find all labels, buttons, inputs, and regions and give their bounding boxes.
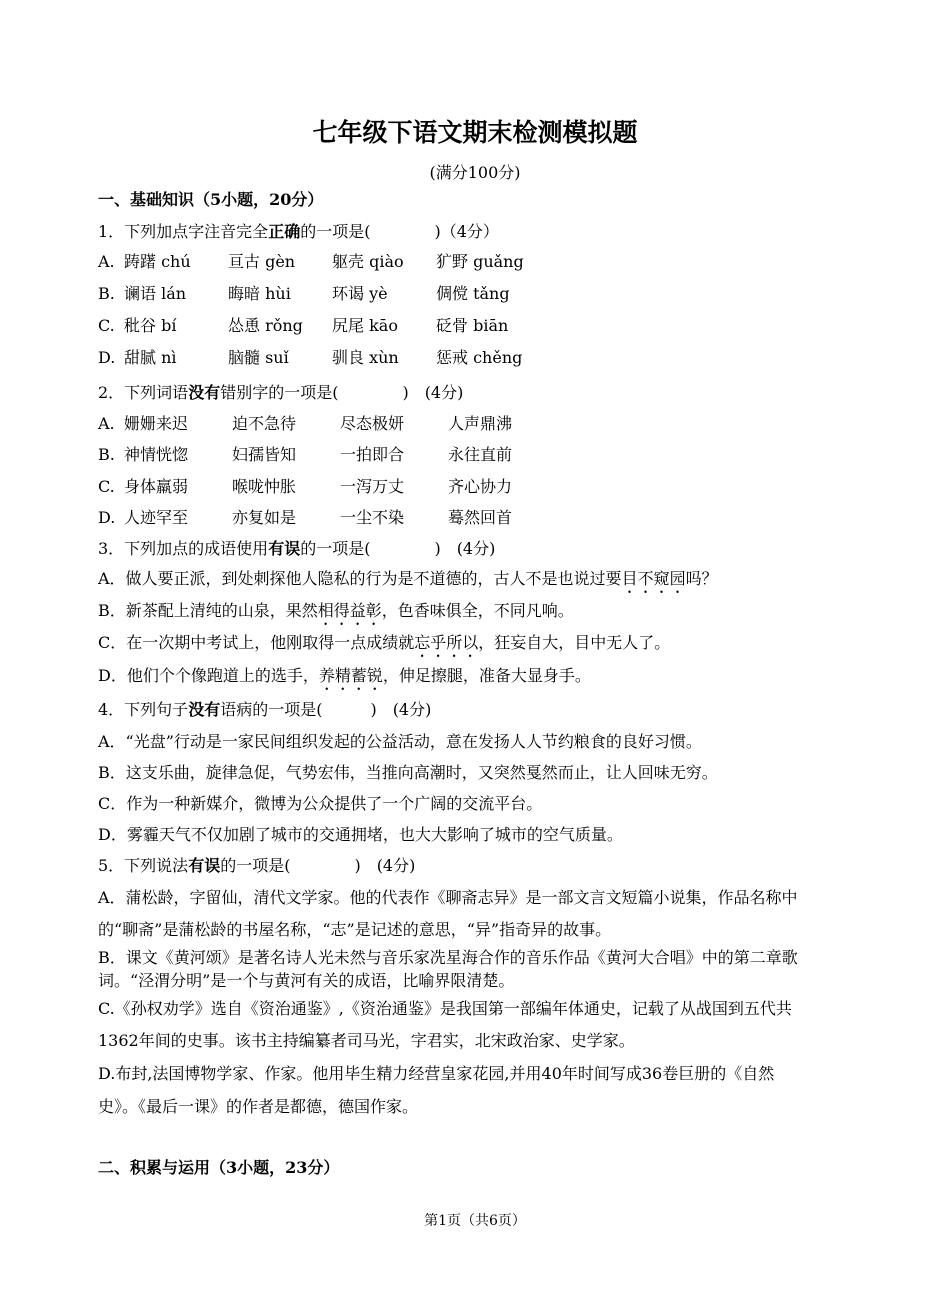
dotted-idiom: 养精蓄锐 <box>318 666 383 685</box>
option-letter: B. <box>98 445 115 464</box>
option-item: 齐心协力 <box>448 477 513 496</box>
option-text: A．做人要正派，到处刺探他人隐私的行为是不道德的，古人不是也说过要 <box>98 569 622 588</box>
option-item: 一泻万丈 <box>340 477 405 496</box>
option-item: 姗姗来迟 <box>124 414 189 433</box>
q4-stem-suffix: 语病的一项是( ) (4分) <box>220 700 432 719</box>
q5-option-b-line1: B．课文《黄河颂》是著名诗人光未然与音乐家冼星海合作的音乐作品《黄河大合唱》中的第二章歌 <box>98 948 798 967</box>
q2-stem-bold: 没有 <box>188 383 221 402</box>
q3-option-a <box>98 569 718 597</box>
q4-stem-prefix: 4．下列句子 <box>98 700 189 719</box>
option-letter: B. <box>98 284 115 303</box>
dotted-idiom: 忘乎所以 <box>414 633 479 652</box>
option-item: 躯壳 qiào <box>332 252 404 271</box>
q5-option-b-line2: 词。“泾渭分明”是一个与黄河有关的成语，比喻界限清楚。 <box>98 971 515 990</box>
document-title: 七年级下语文期末检测模拟题 <box>312 118 638 147</box>
q1-stem-prefix: 1．下列加点字注音完全 <box>98 222 269 241</box>
option-letter: A. <box>98 252 115 271</box>
option-letter: A. <box>98 414 115 433</box>
option-letter: C. <box>98 477 115 496</box>
section1-heading: 一、基础知识（5小题，20分） <box>98 190 324 209</box>
q4-option-c: C．作为一种新媒介，微博为公众提供了一个广阔的交流平台。 <box>98 794 543 813</box>
option-item: 一尘不染 <box>340 508 405 527</box>
q5-option-c-line1: C.《孙权劝学》选自《资治通鉴》,《资治通鉴》是我国第一部编年体通史，记载了从战国到五代共 <box>98 999 792 1018</box>
q1-option-a <box>98 252 524 272</box>
option-item: 蓦然回首 <box>448 508 513 527</box>
q5-stem-bold: 有误 <box>188 856 221 875</box>
option-item: 尻尾 kāo <box>332 316 398 335</box>
option-item: 亦复如是 <box>232 508 297 527</box>
option-item: 迫不急待 <box>232 414 297 433</box>
option-item: 环谒 yè <box>332 284 388 303</box>
option-item: 砭骨 biān <box>436 316 509 335</box>
q1-stem-suffix: 的一项是( )（4分） <box>300 222 499 241</box>
option-text: 吗？ <box>685 569 718 588</box>
q5-option-a-line2: 的“聊斋”是蒲松龄的书屋名称，“志”是记述的意思，“异”指奇异的故事。 <box>98 920 612 939</box>
q3-stem-bold: 有误 <box>268 539 301 558</box>
q2-option-b <box>98 445 512 465</box>
option-letter: C. <box>98 316 115 335</box>
option-item: 妇孺皆知 <box>232 445 297 464</box>
option-item: 谰语 lán <box>124 284 187 303</box>
q5-option-c-line2: 1362年间的史事。该书主持编纂者司马光，字君实，北宋政治家、史学家。 <box>98 1031 635 1050</box>
dotted-idiom: 目不窥园 <box>621 569 686 588</box>
option-item: 惩戒 chěng <box>436 348 523 367</box>
q2-stem <box>98 383 463 403</box>
q3-stem <box>98 539 495 559</box>
option-text: ，色香味俱全，不同凡响。 <box>381 601 574 620</box>
q2-option-d <box>98 508 512 528</box>
q5-option-a-line1: A．蒲松龄，字留仙，清代文学家。他的代表作《聊斋志异》是一部文言文短篇小说集，作品名称中 <box>98 888 798 907</box>
q3-option-d <box>98 666 591 694</box>
option-item: 犷野 guǎng <box>436 252 524 271</box>
option-item: 踌躇 chú <box>124 252 191 271</box>
q4-stem <box>98 700 431 720</box>
q1-option-d <box>98 348 522 368</box>
q5-option-d-line1: D.布封,法国博物学家、作家。他用毕生精力经营皇家花园,并用40年时间写成36卷巨册的《自然 <box>98 1064 775 1083</box>
option-item: 身体羸弱 <box>124 477 189 496</box>
q2-option-a <box>98 414 512 434</box>
page-footer: 第1页（共6页） <box>424 1213 526 1229</box>
q5-stem-suffix: 的一项是( ) (4分) <box>220 856 416 875</box>
section2-heading: 二、积累与运用（3小题，23分） <box>98 1158 340 1177</box>
option-item: 人迹罕至 <box>124 508 189 527</box>
q1-stem-bold: 正确 <box>268 222 301 241</box>
option-item: 倜傥 tǎng <box>436 284 510 303</box>
option-item: 驯良 xùn <box>332 348 399 367</box>
q4-stem-bold: 没有 <box>188 700 221 719</box>
option-text: D．他们个个像跑道上的选手， <box>98 666 319 685</box>
option-text: B．新茶配上清纯的山泉，果然 <box>98 601 318 620</box>
option-item: 晦暗 hùi <box>228 284 291 303</box>
option-item: 甜腻 nì <box>124 348 177 367</box>
option-item: 怂恿 rǒng <box>228 316 303 335</box>
option-text: ，狂妄自大，目中无人了。 <box>478 633 671 652</box>
option-item: 喉咙忡胀 <box>232 477 297 496</box>
q3-option-c <box>98 633 670 661</box>
q4-option-b: B．这支乐曲，旋律急促，气势宏伟，当推向高潮时，又突然戛然而止，让人回味无穷。 <box>98 763 718 782</box>
option-letter: D. <box>98 508 116 527</box>
q4-option-a: A．“光盘”行动是一家民间组织发起的公益活动，意在发扬人人节约粮食的良好习惯。 <box>98 732 702 751</box>
document-subtitle: (满分100分) <box>429 163 521 182</box>
q3-stem-prefix: 3．下列加点的成语使用 <box>98 539 269 558</box>
option-text: C．在一次期中考试上，他刚取得一点成绩就 <box>98 633 415 652</box>
q1-option-c <box>98 316 508 336</box>
q5-option-d-line2: 史》。《最后一课》的作者是都德，德国作家。 <box>98 1097 419 1116</box>
q4-option-d: D．雾霾天气不仅加剧了城市的交通拥堵，也大大影响了城市的空气质量。 <box>98 825 623 844</box>
q2-stem-suffix: 错别字的一项是( ) (4分) <box>220 383 464 402</box>
option-text: ，伸足擦腿，准备大显身手。 <box>382 666 591 685</box>
option-letter: D. <box>98 348 116 367</box>
q2-option-c <box>98 477 512 497</box>
option-item: 尽态极妍 <box>340 414 405 433</box>
dotted-idiom: 相得益彰 <box>317 601 382 620</box>
option-item: 永往直前 <box>448 445 513 464</box>
q1-option-b <box>98 284 510 304</box>
option-item: 亘古 gèn <box>228 252 296 271</box>
q2-stem-prefix: 2．下列词语 <box>98 383 189 402</box>
q5-stem-prefix: 5．下列说法 <box>98 856 189 875</box>
option-item: 秕谷 bí <box>124 316 177 335</box>
q1-stem <box>98 222 499 242</box>
q3-option-b <box>98 601 574 629</box>
option-item: 一拍即合 <box>340 445 405 464</box>
q3-stem-suffix: 的一项是( ) (4分) <box>300 539 496 558</box>
option-item: 人声鼎沸 <box>448 414 513 433</box>
option-item: 神情恍惚 <box>124 445 189 464</box>
option-item: 脑髓 suǐ <box>228 348 289 367</box>
q5-stem <box>98 856 415 876</box>
